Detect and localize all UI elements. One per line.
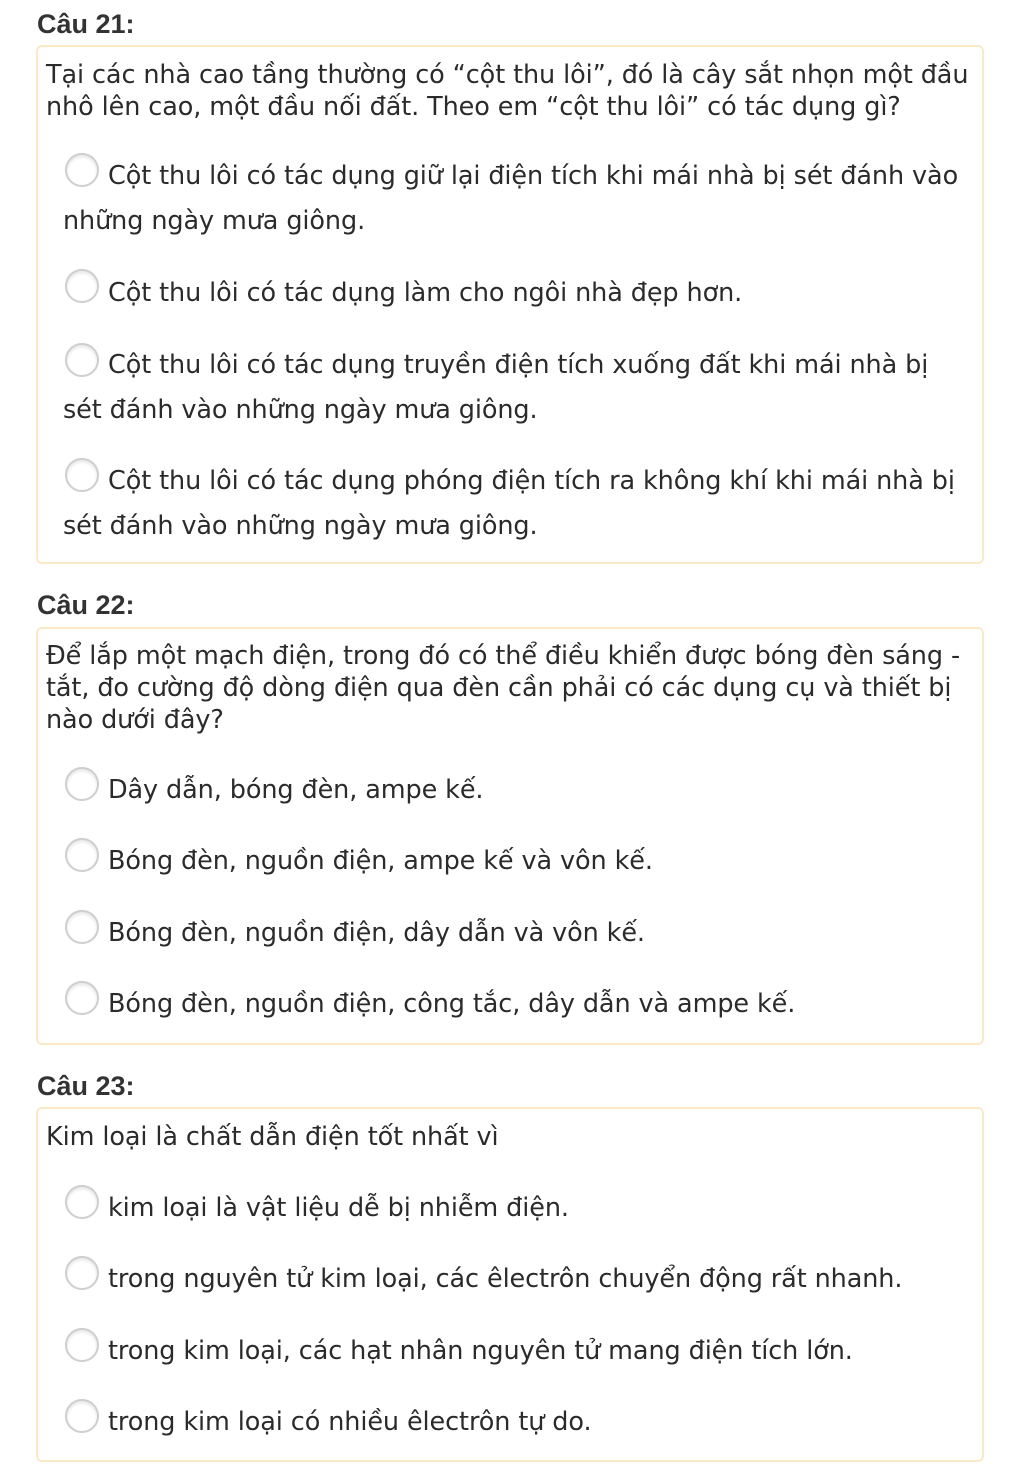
question-23-prompt: Kim loại là chất dẫn điện tốt nhất vì [46,1122,499,1152]
question-23-box [36,1107,984,1462]
question-23-option-1-label[interactable]: kim loại là vật liệu dễ bị nhiễm điện. [108,1193,569,1223]
question-21-option-3-label[interactable]: Cột thu lôi có tác dụng truyền điện tích xuống đất khi mái nhà bị sét đánh vào những ngày mưa giông. [63,350,929,425]
question-22-box [36,627,984,1045]
question-22-option-3-label[interactable]: Bóng đèn, nguồn điện, dây dẫn và vôn kế. [108,918,645,948]
question-23-option-3-label[interactable]: trong kim loại, các hạt nhân nguyên tử mang điện tích lớn. [108,1336,853,1366]
question-21-option-1-label[interactable]: Cột thu lôi có tác dụng giữ lại điện tích khi mái nhà bị sét đánh vào những ngày mưa giông. [63,161,959,236]
question-22-option-1-label[interactable]: Dây dẫn, bóng đèn, ampe kế. [108,775,484,805]
question-23-option-2-label[interactable]: trong nguyên tử kim loại, các êlectrôn chuyển động rất nhanh. [108,1264,903,1294]
question-21-option-2-label[interactable]: Cột thu lôi có tác dụng làm cho ngôi nhà đẹp hơn. [108,278,743,308]
question-22-option-4-label[interactable]: Bóng đèn, nguồn điện, công tắc, dây dẫn và ampe kế. [108,989,796,1019]
question-21-option-4-label[interactable]: Cột thu lôi có tác dụng phóng điện tích ra không khí khi mái nhà bị sét đánh vào những ngày mưa giông. [63,466,955,541]
question-23-title: Câu 23: [37,1071,135,1101]
question-23-option-4-label[interactable]: trong kim loại có nhiều êlectrôn tự do. [108,1407,592,1437]
question-22-prompt: Để lắp một mạch điện, trong đó có thể điều khiển được bóng đèn sáng - tắt, đo cường độ dòng điện qua đèn cần phải có các dụng cụ và thiết bị nào dưới đây? [46,641,961,735]
question-22-title: Câu 22: [37,590,135,620]
question-21-prompt: Tại các nhà cao tầng thường có “cột thu lôi”, đó là cây sắt nhọn một đầu nhô lên cao, một đầu nối đất. Theo em “cột thu lôi” có tác dụng gì? [46,60,969,122]
question-21-box [36,45,984,564]
question-22-option-2-label[interactable]: Bóng đèn, nguồn điện, ampe kế và vôn kế. [108,846,653,876]
question-21-title: Câu 21: [37,9,135,39]
